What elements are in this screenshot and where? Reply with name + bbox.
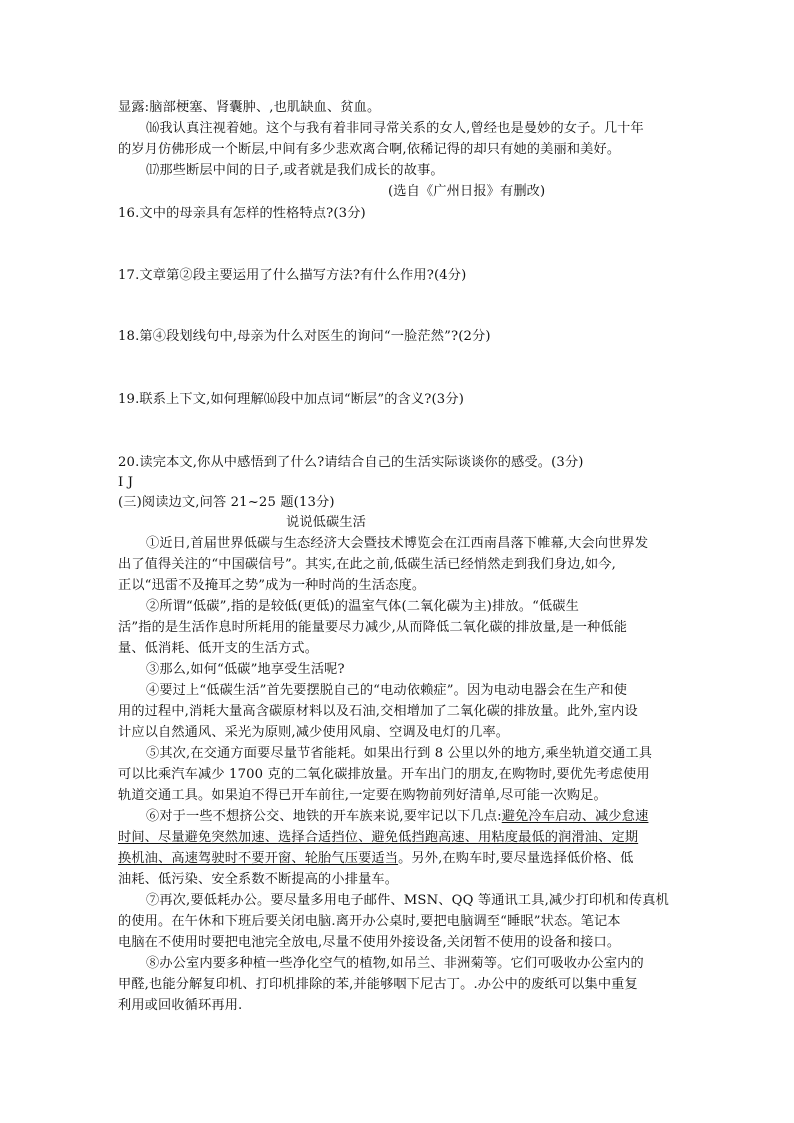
section-3-heading: (三)阅读边文,问答 21~25 题(13分) <box>118 495 335 510</box>
article-title: 说说低碳生活 <box>286 515 367 530</box>
question-18: 18.第④段划线句中,母亲为什么对医生的询问“一脸茫然”?(2分) <box>118 329 491 344</box>
paragraph-2-line: ②所谓“低碳”,指的是较低(更低)的温室气体(二氧化碳为主)排放。“低碳生 <box>146 599 579 614</box>
passage-line: 显露:脑部梗塞、肾囊肿、,也肌缺血、贫血。 <box>118 100 381 115</box>
question-19: 19.联系上下文,如何理解⒃段中加点词“断层”的含义?(3分) <box>118 392 464 407</box>
paragraph-6-line: 油耗、低污染、安全系数不断提高的小排量车。 <box>118 872 399 887</box>
paragraph-2-line: 活”指的是生活作息时所耗用的能量要尽力减少,从而降低二氧化碳的排放量,是一种低能 <box>118 620 628 635</box>
paragraph-7-line: ⑦再次,要低耗办公。要尽量多用电子邮件、MSN、QQ 等通讯工具,减少打印机和传真机 <box>146 893 669 908</box>
paragraph-3-line: ③那么,如何“低碳”地享受生活呢? <box>146 662 345 677</box>
paragraph-6-text: ⑥对于一些不想挤公交、地铁的开车族来说,要牢记以下几点: <box>146 809 502 824</box>
paragraph-5-line: ⑤其次,在交通方面要尽量节省能耗。如果出行到 8 公里以外的地方,乘坐轨道交通工具 <box>146 746 653 761</box>
paragraph-6-line <box>118 829 638 847</box>
paragraph-16-line: ⒃我认真注视着她。这个与我有着非同寻常关系的女人,曾经也是曼妙的女子。几十年 <box>146 121 644 136</box>
paragraph-6-text: 。另外,在购车时,要尽量选择低价格、低 <box>398 851 634 866</box>
paragraph-5-line: 轨道交通工具。如果迫不得已开车前往,一定要在购物前列好清单,尽可能一次购足。 <box>118 788 607 803</box>
paragraph-1-line: 正以“迅雷不及掩耳之势”成为一种时尚的生活态度。 <box>118 578 426 593</box>
paragraph-8-line: 甲醛,也能分解复印机、打印机排除的苯,并能够咽下尼古丁。.办公中的废纸可以集中重复 <box>118 977 638 992</box>
paragraph-6-line <box>118 850 634 868</box>
question-20: 20.读完本文,你从中感悟到了什么?请结合自己的生活实际谈谈你的感受。(3分) <box>118 455 584 470</box>
paragraph-1-line: 出了值得关注的“中国碳信号”。其实,在此之前,低碳生活已经悄然走到我们身边,如今, <box>118 557 616 572</box>
underlined-sentence: 时间、尽量避免突然加速、选择合适挡位、避免低挡跑高速、用粘度最低的润滑油、定期 <box>118 830 639 845</box>
paragraph-5-line: 可以比乘汽车减少 1700 克的二氧化碳排放量。开车出门的朋友,在购物时,要优先考虑使用 <box>118 767 650 782</box>
paragraph-8-line: ⑧办公室内要多种植一些净化空气的植物,如吊兰、非洲菊等。它们可吸收办公室内的 <box>146 956 644 971</box>
paragraph-8-line: 利用或回收循环再用. <box>118 998 243 1013</box>
paragraph-2-line: 量、低消耗、低开支的生活方式。 <box>118 641 319 656</box>
paragraph-7-line: 的使用。在午休和下班后要关闭电脑.离开办公桌时,要把电脑调至“睡眠”状态。笔记本 <box>118 914 621 929</box>
source-citation: (选自《广州日报》有删改) <box>388 184 546 199</box>
underlined-sentence: 换机油、高速驾驶时不要开窗、轮胎气压要适当 <box>118 851 399 866</box>
question-17: 17.文章第②段主要运用了什么描写方法?有什么作用?(4分) <box>118 268 467 283</box>
paragraph-4-line: ④要过上“低碳生活”首先要摆脱自己的“电动依赖症”。因为电动电器会在生产和使 <box>146 683 628 698</box>
paragraph-4-line: 计应以自然通风、采光为原则,减少使用风扇、空调及电灯的几率。 <box>118 725 510 740</box>
paragraph-16-line: 的岁月仿佛形成一个断层,中间有多少悲欢离合啊,依稀记得的却只有她的美丽和美好。 <box>118 142 621 157</box>
paragraph-1-line: ①近日,首届世界低碳与生态经济大会暨技术博览会在江西南昌落下帷幕,大会向世界发 <box>146 536 649 551</box>
paragraph-7-line: 电脑在不使用时要把电池完全放电,尽量不使用外接设备,关闭暂不使用的设备和接口。 <box>118 935 621 950</box>
underlined-sentence: 避免冷车启动、减少怠速 <box>501 809 649 824</box>
paragraph-17-line: ⒄那些断层中间的日子,或者就是我们成长的故事。 <box>146 163 444 178</box>
paragraph-4-line: 用的过程中,消耗大量高含碳原材料以及石油,交相增加了二氧化碳的排放量。此外,室内设 <box>118 704 638 719</box>
paragraph-6-line <box>146 808 648 826</box>
question-16: 16.文中的母亲具有怎样的性格特点?(3分) <box>118 206 366 221</box>
stray-characters: I J <box>118 475 134 490</box>
